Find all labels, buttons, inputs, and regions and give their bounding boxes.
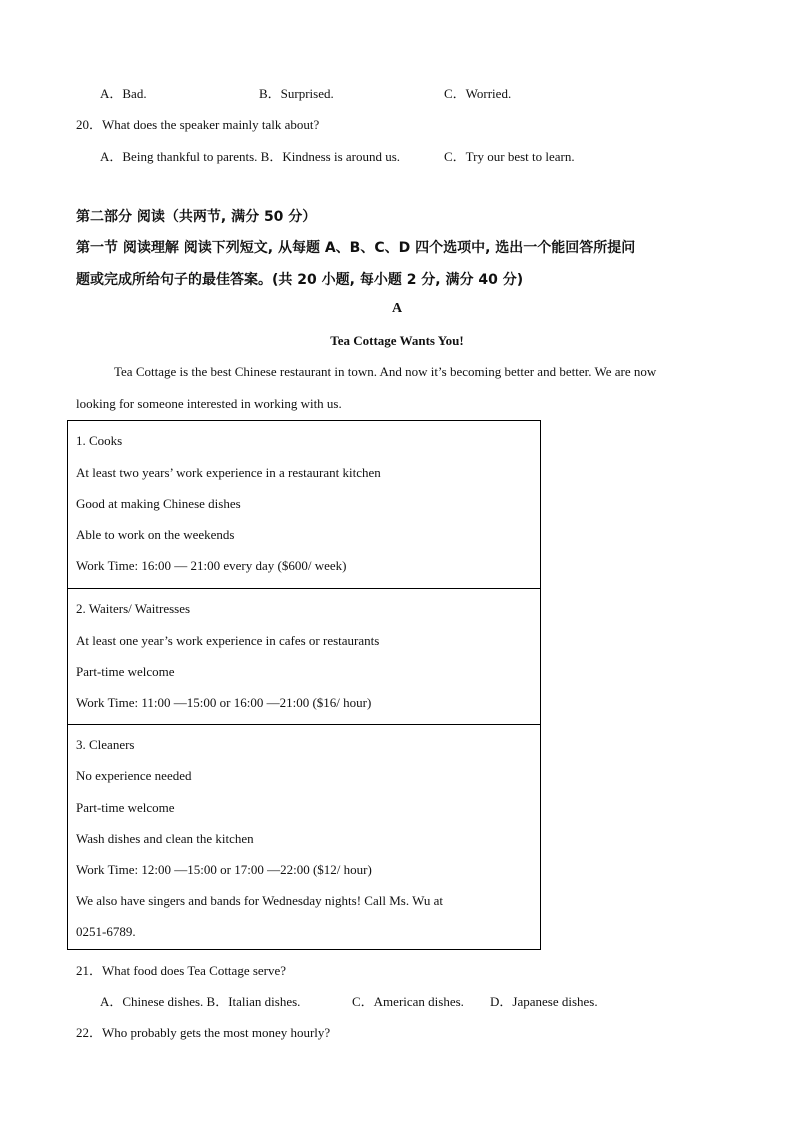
job-waiters (68, 588, 540, 724)
job-requirement: No experience needed (76, 768, 192, 783)
job-requirement: At least one year’s work experience in cafes or restaurants (76, 633, 380, 648)
job-listings-box (67, 420, 541, 950)
instruction-line-1: 第一节 阅读理解 阅读下列短文, 从每题 A、B、C、D 四个选项中, 选出一个能回答所提问 (76, 240, 636, 256)
passage-intro-line-1: Tea Cottage is the best Chinese restaurant in town. And now it’s becoming better and better. We are now (114, 364, 657, 379)
instruction-line-2: 题或完成所给句子的最佳答案。(共 20 小题, 每小题 2 分, 满分 40 分) (76, 272, 524, 288)
job-requirement: At least two years’ work experience in a restaurant kitchen (76, 465, 381, 480)
q19-option-a: A．Bad. (100, 86, 147, 101)
job-cooks (68, 421, 540, 588)
passage-letter: A (391, 301, 403, 316)
q22-stem: 22．Who probably gets the most money hourly? (76, 1025, 331, 1040)
q20-options-ab: A．Being thankful to parents. B．Kindness is around us. (100, 149, 401, 164)
q21-option-d: D．Japanese dishes. (490, 994, 598, 1009)
q21-options-ab: A．Chinese dishes. B．Italian dishes. (100, 994, 301, 1009)
q19-option-c: C．Worried. (444, 86, 512, 101)
q21-stem: 21．What food does Tea Cottage serve? (76, 963, 287, 978)
job-requirement: Part-time welcome (76, 664, 175, 679)
job-title: 1. Cooks (76, 433, 123, 448)
part-title: 第二部分 阅读（共两节, 满分 50 分） (76, 209, 317, 225)
job-work-time: Work Time: 16:00 — 21:00 every day ($600/ week) (76, 558, 347, 573)
job-requirement: Part-time welcome (76, 800, 175, 815)
job-title: 2. Waiters/ Waitresses (76, 601, 191, 616)
q19-option-b: B．Surprised. (259, 86, 334, 101)
contact-phone: 0251-6789. (76, 924, 136, 939)
job-requirement: Wash dishes and clean the kitchen (76, 831, 254, 846)
extra-note: We also have singers and bands for Wednesday nights! Call Ms. Wu at (76, 893, 443, 908)
q20-stem: 20．What does the speaker mainly talk about? (76, 117, 320, 132)
q21-option-c: C．American dishes. (352, 994, 464, 1009)
job-work-time: Work Time: 11:00 —15:00 or 16:00 —21:00 ($16/ hour) (76, 695, 372, 710)
job-requirement: Good at making Chinese dishes (76, 496, 241, 511)
passage-intro-line-2: looking for someone interested in working with us. (76, 396, 342, 411)
job-work-time: Work Time: 12:00 —15:00 or 17:00 —22:00 ($12/ hour) (76, 862, 372, 877)
passage-title: Tea Cottage Wants You! (330, 333, 464, 348)
job-cleaners (68, 724, 540, 951)
job-requirement: Able to work on the weekends (76, 527, 235, 542)
job-title: 3. Cleaners (76, 737, 135, 752)
q20-option-c: C．Try our best to learn. (444, 149, 575, 164)
